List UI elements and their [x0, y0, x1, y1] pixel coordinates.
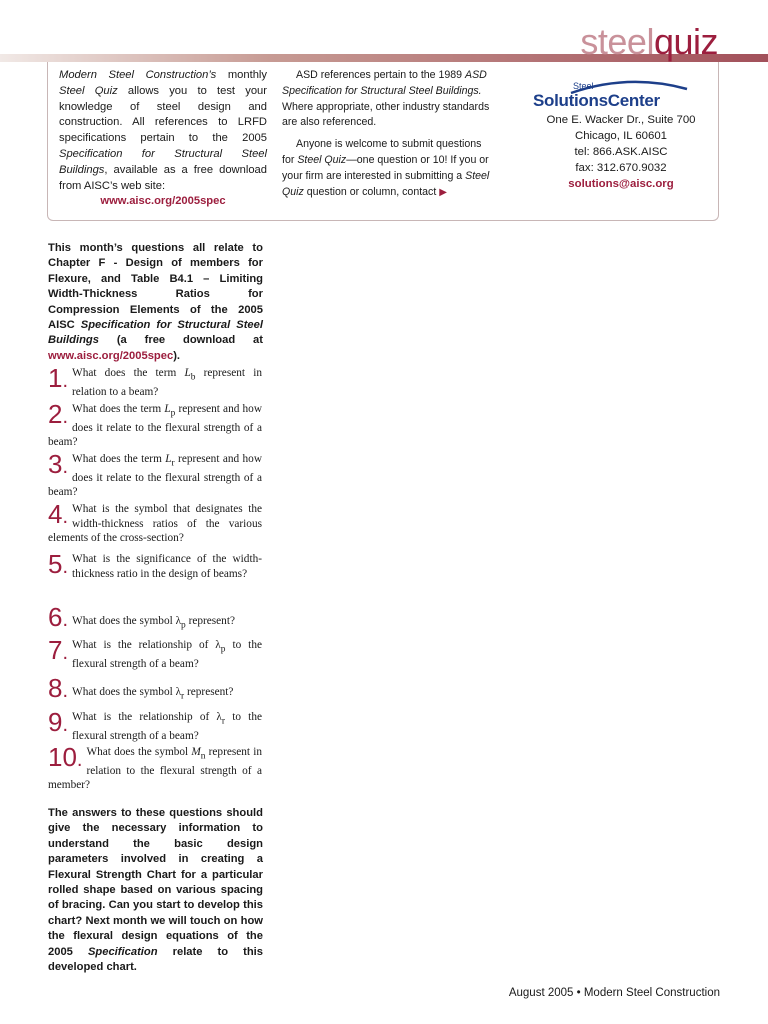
asd-paragraph	[282, 68, 490, 131]
submit-text: —one question or 10! If you or your firm are interested in submitting a	[282, 153, 489, 182]
masthead-title-light: steel	[580, 21, 654, 62]
contact-email-link[interactable]: solutions@aisc.org	[568, 178, 674, 190]
closing-text: relate to this developed chart.	[48, 945, 263, 974]
intro-column-1	[59, 68, 267, 210]
question-text: What is the relationship of $\lambda_r$ to the flexural strength of a beam?	[72, 711, 262, 742]
intro-paragraph	[59, 68, 267, 194]
question-6	[48, 602, 262, 633]
quiz-name: Steel Quiz	[297, 153, 347, 166]
question-5	[48, 549, 262, 581]
question-text: What does the term $L_p$ represent and how does it relate to the flexural strength of a beam?	[48, 403, 262, 449]
magazine-title: Modern Steel Construction’s	[59, 69, 217, 81]
question-text: What does the symbol $\lambda_p$ represent?	[72, 615, 235, 631]
question-number: 7.	[48, 635, 69, 665]
quiz-name: Steel Quiz	[282, 169, 490, 198]
question-4	[48, 499, 262, 546]
intro-text: , available as a free download from AISC’s web site:	[59, 163, 267, 192]
quiz-name: Steel Quiz	[59, 84, 118, 97]
question-3	[48, 449, 262, 500]
intro-column-2	[282, 68, 490, 200]
question-7	[48, 635, 262, 671]
question-number: 4.	[48, 499, 69, 529]
logo-name: SolutionsCenter	[533, 91, 660, 110]
closing-paragraph	[48, 806, 263, 975]
lead-spec-link[interactable]: www.aisc.org/2005spec	[48, 349, 174, 362]
intro-box	[47, 62, 719, 221]
question-text: What does the term $L_b$ represent in relation to a beam?	[72, 367, 262, 398]
spec-title: Specification for Structural Steel Buildings	[59, 147, 267, 176]
question-9	[48, 707, 262, 743]
solutions-center-contact	[526, 112, 716, 192]
masthead-title	[580, 20, 718, 64]
question-number: 8.	[48, 673, 69, 703]
contact-phone: tel: 866.ASK.AISC	[574, 146, 668, 158]
lead-spec-title: Specification for Structural Steel Buildings	[48, 319, 263, 347]
question-text: What does the symbol $M_n$ represent in relation to the flexural strength of a member?	[48, 746, 262, 792]
question-number: 10.	[48, 742, 83, 772]
submit-text: question or column, contact	[303, 185, 437, 198]
question-text: What does the symbol $\lambda_r$ represent?	[72, 686, 234, 702]
question-number: 2.	[48, 399, 69, 429]
logo-steel-text: Steel	[573, 81, 594, 91]
question-text: What is the symbol that designates the width-thickness ratios of the various elements of the cross-section?	[48, 503, 262, 545]
closing-text: The answers to these questions should give the necessary information to understand the basic design parameters involved in creating a Flexural Strength Chart for a particular rolled shape based on various spacing of bracing. Can you start to develop this chart? Next month we will touch on how the flexural design equations of the 2005	[48, 807, 263, 958]
question-number: 5.	[48, 549, 69, 579]
asd-text: Where appropriate, other industry standards are also referenced.	[282, 100, 490, 129]
contact-fax: fax: 312.670.9032	[575, 162, 667, 174]
question-2	[48, 399, 262, 450]
intro-text: monthly	[216, 69, 267, 81]
closing-spec-word: Specification	[87, 945, 158, 958]
masthead-title-dark: quiz	[653, 21, 718, 62]
contact-address: One E. Wacker Dr., Suite 700	[546, 114, 696, 126]
question-number: 6.	[48, 602, 69, 632]
asd-spec-title: ASD Specification for Structural Steel Buildings.	[282, 69, 487, 97]
question-text: What is the significance of the width-thickness ratio in the design of beams?	[72, 553, 262, 580]
question-number: 1.	[48, 363, 69, 393]
contact-city: Chicago, IL 60601	[574, 130, 668, 142]
question-8	[48, 673, 262, 704]
question-text: What does the term $L_r$ represent and how does it relate to the flexural strength of a beam?	[48, 453, 262, 499]
intro-text: allows you to test your knowledge of steel design and construction. All references to LRFD specifications pertain to the 2005	[59, 84, 267, 145]
question-1	[48, 363, 262, 399]
question-number: 9.	[48, 707, 69, 737]
submit-paragraph	[282, 137, 490, 200]
lead-paragraph	[48, 241, 263, 364]
lead-text: This month’s questions all relate to Chapter F - Design of members for Flexure, and Table B4.1 – Limiting Width-Thickness Ratios for Compression Elements of the 2005 AISC	[48, 242, 263, 332]
question-10	[48, 742, 262, 793]
page-footer: August 2005 • Modern Steel Construction	[508, 987, 720, 999]
question-text: What is the relationship of $\lambda_p$ to the flexural strength of a beam?	[72, 639, 262, 670]
lead-text: ).	[173, 349, 181, 362]
question-number: 3.	[48, 449, 69, 479]
asd-text: ASD references pertain to the 1989	[296, 69, 466, 81]
lead-text: (a free download at	[98, 334, 263, 347]
spec-link[interactable]: www.aisc.org/2005spec	[100, 195, 226, 208]
submit-text: Anyone is welcome to submit questions for	[282, 138, 482, 166]
arrow-right-icon: ▶	[439, 186, 447, 198]
